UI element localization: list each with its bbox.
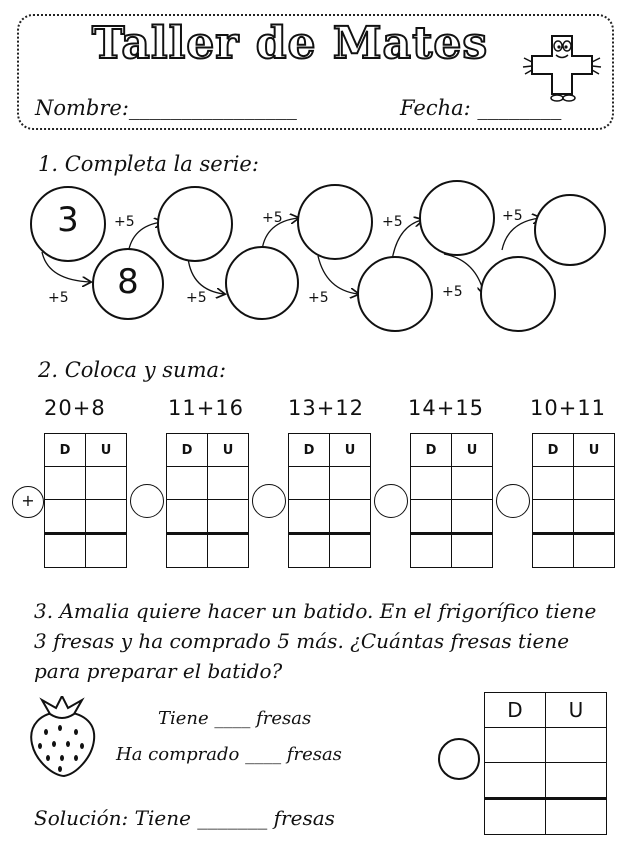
du-table-5 <box>532 433 615 568</box>
du-table-3 <box>288 433 371 568</box>
col-u: U <box>574 434 615 467</box>
cell[interactable] <box>45 467 86 500</box>
step-label: +5 <box>308 290 329 306</box>
cell[interactable] <box>289 534 330 568</box>
series-value-2: 8 <box>117 262 139 302</box>
step-label: +5 <box>48 290 69 306</box>
step-label: +5 <box>186 290 207 306</box>
col-u: U <box>86 434 127 467</box>
cell[interactable] <box>533 534 574 568</box>
col-u: U <box>208 434 249 467</box>
solution-line[interactable]: Solución: Tiene _______ fresas <box>34 806 335 830</box>
series-value-1: 3 <box>57 200 79 240</box>
step-label: +5 <box>382 214 403 230</box>
cell[interactable] <box>574 500 615 534</box>
plus-sign-mascot-icon <box>520 28 608 104</box>
series-circle-3[interactable] <box>157 186 233 262</box>
operator-circle[interactable] <box>252 484 286 518</box>
col-d: D <box>167 434 208 467</box>
strawberry-icon <box>20 696 104 780</box>
cell[interactable] <box>289 467 330 500</box>
cell[interactable] <box>289 500 330 534</box>
cell[interactable] <box>485 728 546 763</box>
cell[interactable] <box>45 534 86 568</box>
cell[interactable] <box>485 799 546 835</box>
sum-2: 11+16 <box>168 396 245 420</box>
du-table-2 <box>166 433 249 568</box>
tiene-line[interactable]: Tiene ____ fresas <box>158 708 312 729</box>
operator-circle[interactable] <box>130 484 164 518</box>
cell[interactable] <box>208 467 249 500</box>
cell[interactable] <box>452 534 493 568</box>
step-label: +5 <box>262 210 283 226</box>
col-u: U <box>546 693 607 728</box>
du-table-answer <box>484 692 607 835</box>
col-d: D <box>485 693 546 728</box>
sum-5: 10+11 <box>530 396 607 420</box>
series-circle-6[interactable] <box>357 256 433 332</box>
series-circle-7[interactable] <box>419 180 495 256</box>
cell[interactable] <box>533 500 574 534</box>
du-table-1 <box>44 433 127 568</box>
ha-comprado-line[interactable]: Ha comprado ____ fresas <box>116 744 342 765</box>
date-field[interactable]: Fecha: ________ <box>400 96 562 120</box>
cell[interactable] <box>533 467 574 500</box>
cell[interactable] <box>411 500 452 534</box>
cell[interactable] <box>330 534 371 568</box>
cell[interactable] <box>86 500 127 534</box>
series-circle-9[interactable] <box>534 194 606 266</box>
col-d: D <box>533 434 574 467</box>
sum-4: 14+15 <box>408 396 485 420</box>
name-field[interactable]: Nombre:________________ <box>35 96 297 120</box>
series-circle-4[interactable] <box>225 246 299 320</box>
col-u: U <box>452 434 493 467</box>
series-circle-5[interactable] <box>297 184 373 260</box>
step-label: +5 <box>114 214 135 230</box>
cell[interactable] <box>546 728 607 763</box>
problem-text: 3. Amalia quiere hacer un batido. En el frigorífico tiene 3 fresas y ha comprado 5 más. ¿Cuántas fresas tiene para preparar el batido? <box>34 599 597 683</box>
cell[interactable] <box>86 467 127 500</box>
du-table-4 <box>410 433 493 568</box>
cell[interactable] <box>546 799 607 835</box>
cell[interactable] <box>574 534 615 568</box>
sum-3: 13+12 <box>288 396 365 420</box>
cell[interactable] <box>208 500 249 534</box>
operator-circle[interactable] <box>438 738 480 780</box>
cell[interactable] <box>452 467 493 500</box>
cell[interactable] <box>167 534 208 568</box>
cell[interactable] <box>167 467 208 500</box>
cell[interactable] <box>167 500 208 534</box>
series-circle-8[interactable] <box>480 256 556 332</box>
cell[interactable] <box>330 467 371 500</box>
cell[interactable] <box>86 534 127 568</box>
cell[interactable] <box>546 763 607 799</box>
page-title: Taller de Mates <box>91 18 489 69</box>
cell[interactable] <box>411 534 452 568</box>
operator-circle[interactable] <box>496 484 530 518</box>
plus-operator: + <box>21 491 35 510</box>
cell[interactable] <box>330 500 371 534</box>
step-label: +5 <box>502 208 523 224</box>
sum-1: 20+8 <box>44 396 106 420</box>
col-d: D <box>411 434 452 467</box>
operator-circle[interactable] <box>374 484 408 518</box>
cell[interactable] <box>45 500 86 534</box>
cell[interactable] <box>452 500 493 534</box>
col-d: D <box>289 434 330 467</box>
cell[interactable] <box>411 467 452 500</box>
cell[interactable] <box>574 467 615 500</box>
cell[interactable] <box>208 534 249 568</box>
step-label: +5 <box>442 284 463 300</box>
col-u: U <box>330 434 371 467</box>
cell[interactable] <box>485 763 546 799</box>
col-d: D <box>45 434 86 467</box>
section1-title: 1. Completa la serie: <box>38 152 259 176</box>
section2-title: 2. Coloca y suma: <box>38 358 227 382</box>
